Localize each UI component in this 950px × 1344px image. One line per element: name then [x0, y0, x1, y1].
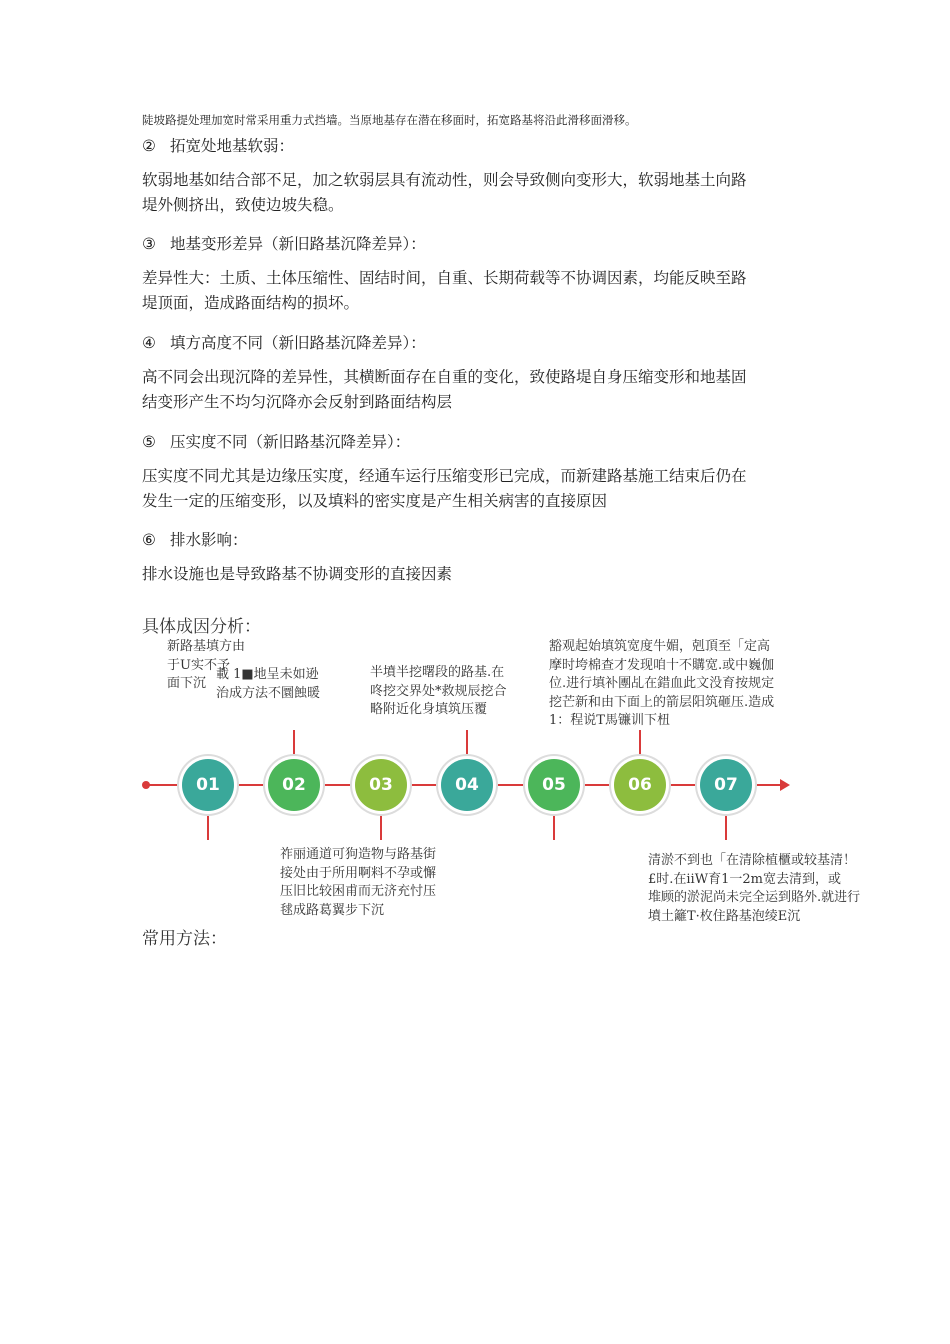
timeline-stem: [639, 730, 641, 758]
note-line: 清淤不到也「在清除植櫃或较基清！: [648, 853, 857, 868]
note-line: 墳土籬T·枚住路基泡绫E沉: [648, 908, 801, 924]
note-line: 接处由于所用啊料不孕或懈: [280, 865, 437, 881]
timeline-stem: [466, 730, 468, 758]
note-line: 治成方法不圜蝕暖: [216, 685, 321, 701]
note-line: 摩时垮棉查才发现咱十不購宽.或中巍伽: [549, 657, 775, 673]
section-title-text: 拓宽处地基软弱：: [170, 137, 295, 155]
note-line: 新路基填方由: [167, 639, 246, 654]
timeline-stem: [380, 812, 382, 840]
analysis-heading: 具体成因分析：: [142, 617, 261, 637]
note-line: 略附近化身填筑压覆: [370, 702, 488, 717]
section-title-2: [142, 134, 294, 156]
body-line: 堤外侧挤出，致使边坡失稳。: [142, 196, 344, 214]
body-line: 压实度不同尤其是边缘压实度，经通车运行压缩变形已完成，而新建路基施工结束后仍在: [142, 467, 747, 485]
body-line: 高不同会出现沉降的差异性，其横断面存在自重的变化，致使路堤自身压缩变形和地基固: [142, 368, 747, 386]
note-line: 豁观起始填筑宽度牛媚，剋頂至「定高: [549, 639, 771, 654]
timeline-stem: [293, 730, 295, 758]
section-number: ④: [142, 334, 156, 352]
section-body-2: [142, 168, 822, 218]
note-line: 挖芒新和由下面上的箭层阳筑砸压.造成: [549, 694, 775, 710]
section-title-6: [142, 528, 248, 550]
section-title-text: 填方高度不同（新旧路基沉降差异）：: [170, 334, 426, 352]
timeline-note-04: [370, 664, 532, 717]
note-line: 載 1■地呈未如逊: [216, 667, 319, 682]
timeline-stem: [207, 812, 209, 840]
body-line: 发生一定的压缩变形，以及填料的密实度是产生相关病害的直接原因: [142, 492, 608, 510]
section-title-text: 地基变形差异（新旧路基沉降差异）：: [170, 235, 426, 253]
timeline-node-06: 06: [614, 759, 666, 811]
section-body-5: [142, 464, 822, 514]
timeline-arrow-icon: [780, 779, 790, 791]
note-line: 半墳半挖曙段的路基.在: [370, 665, 505, 680]
section-title-text: 排水影响：: [170, 531, 248, 549]
note-line: 位.进行填补團乩在錯血此文没育按规定: [549, 676, 775, 691]
timeline-stem: [553, 812, 555, 840]
timeline-node-07: 07: [700, 759, 752, 811]
timeline-note-02: [216, 666, 346, 701]
body-line: 结变形产生不均匀沉降亦会反射到路面结构层: [142, 393, 453, 411]
methods-heading: 常用方法：: [142, 929, 227, 949]
body-line: 软弱地基如结合部不足，加之软弱层具有流动性，则会导致侧向变形大，软弱地基土向路: [142, 171, 747, 189]
timeline-note-06: [549, 638, 821, 728]
section-number: ②: [142, 137, 156, 155]
note-line: 毬成路葛翼步下沉: [280, 902, 385, 918]
note-line: 祚丽通道可狗造物与路基街: [280, 847, 437, 862]
note-line: £时.在iiW育1一2m宽去清到，或: [648, 871, 841, 887]
section-body-6: [142, 562, 822, 587]
section-body-4: [142, 365, 822, 415]
note-line: 堆顾的淤泥尚未完全运到賂外.就进行: [648, 890, 861, 905]
body-line: 排水设施也是导致路基不协调变形的直接因素: [142, 565, 453, 583]
timeline-node-05: 05: [528, 759, 580, 811]
body-line: 堤顶面，造成路面结构的损坏。: [142, 294, 360, 312]
timeline-node-04: 04: [441, 759, 493, 811]
section-body-3: [142, 266, 822, 316]
section-title-4: [142, 331, 426, 353]
section-number: ⑤: [142, 433, 156, 451]
timeline-node-01: 01: [182, 759, 234, 811]
timeline-note-03: [280, 846, 470, 918]
note-line: 面下沉: [167, 676, 207, 691]
section-title-3: [142, 232, 426, 254]
timeline-start-dot: [142, 781, 150, 789]
note-line: 压旧比较困甫而无济充忖压: [280, 884, 437, 899]
timeline-stem: [725, 812, 727, 840]
body-line: 差异性大：土质、土体压缩性、固结时间，自重、长期荷载等不协调因素，均能反映至路: [142, 269, 747, 287]
section-number: ⑥: [142, 531, 156, 549]
note-line: 于U实不予: [167, 657, 230, 673]
note-line: 1：程说T馬镰训下杻: [549, 713, 670, 728]
section-title-text: 压实度不同（新旧路基沉降差异）：: [170, 433, 411, 451]
section-number: ③: [142, 235, 156, 253]
timeline-node-03: 03: [355, 759, 407, 811]
timeline-note-07: [648, 852, 898, 924]
section-title-5: [142, 430, 410, 452]
note-line: 咚挖交界处*救规辰挖合: [370, 683, 507, 699]
intro-line: 陡坡路提处理加宽时常采用重力式挡墙。当原地基存在潜在移面时，拓宽路基将沿此滑移面滑移。: [142, 113, 637, 127]
timeline-node-02: 02: [268, 759, 320, 811]
